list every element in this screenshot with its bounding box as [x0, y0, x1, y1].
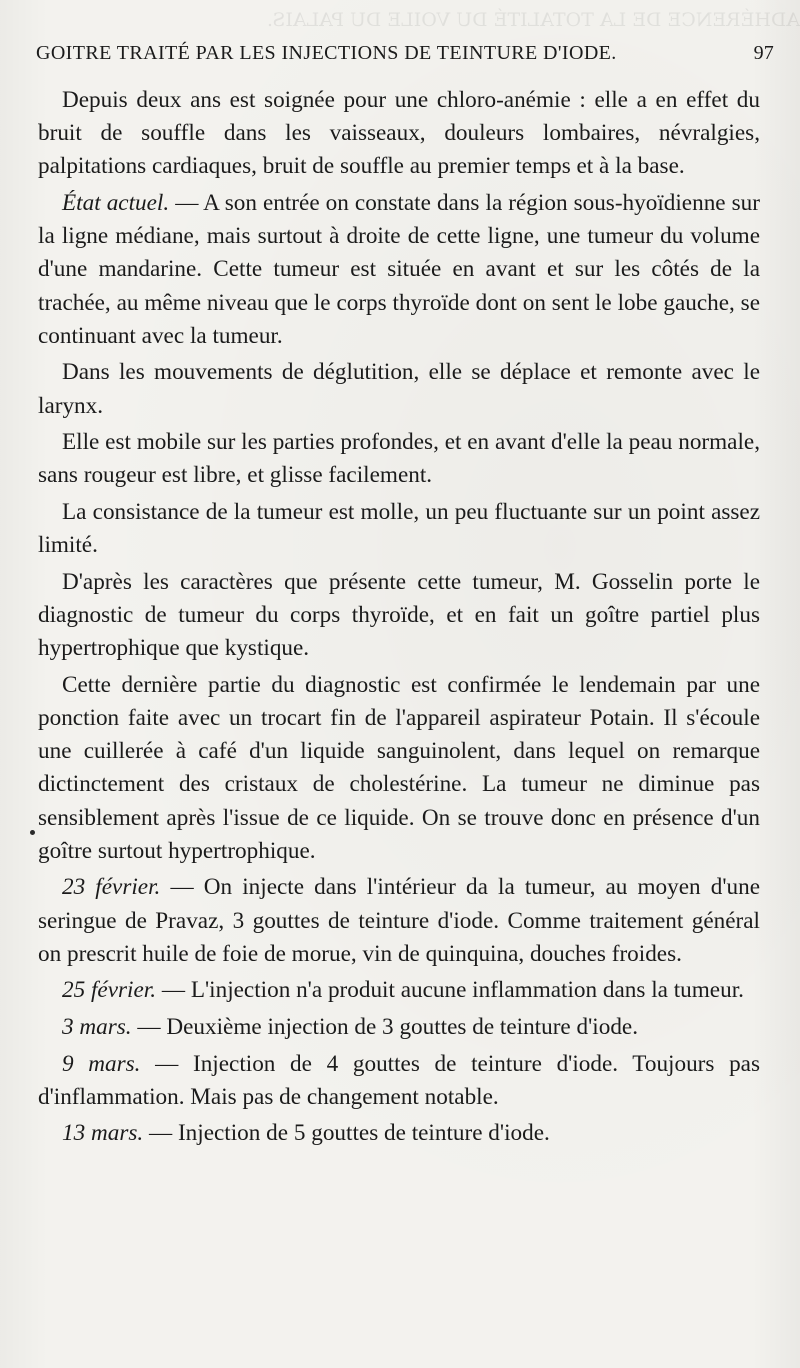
- paragraph: D'après les caractères que présente cette tumeur, M. Gosselin porte le diagnostic de tumeur du corps thyroïde, et en fait un goître partiel plus hypertrophique que kystique.: [38, 568, 760, 662]
- paragraph: Dans les mouvements de déglutition, elle se déplace et remonte avec le larynx.: [38, 359, 760, 419]
- paragraph: 3 mars. — Deuxième injection de 3 gouttes de teinture d'iode.: [62, 1014, 639, 1040]
- paragraph: 23 février. — On injecte dans l'intérieur da la tumeur, au moyen d'une seringue de Pravaz, 3 gouttes de teinture d'iode. Comme traitement général on prescrit huile de foie de morue, vin de quinquina, douches froides.: [38, 874, 760, 967]
- paragraph: Depuis deux ans est soignée pour une chloro-anémie : elle a en effet du bruit de souffle dans les vaisseaux, douleurs lombaires, névralgies, palpitations cardiaques, bruit de souffle au premier temps et à la base.: [38, 87, 760, 180]
- paragraph: La consistance de la tumeur est molle, un peu fluctuante sur un point assez limité.: [38, 499, 760, 559]
- paragraph-lead: 9 mars.: [62, 1050, 141, 1077]
- paragraph-lead: 13 mars.: [62, 1120, 144, 1147]
- paragraph: Elle est mobile sur les parties profondes, et en avant d'elle la peau normale, sans rougeur est libre, et glisse facilement.: [38, 429, 760, 489]
- paragraph-lead: État actuel.: [62, 190, 170, 216]
- paragraph: 13 mars. — Injection de 5 gouttes de teinture d'iode.: [62, 1120, 550, 1147]
- margin-dot: [30, 830, 35, 835]
- running-header: [36, 42, 776, 65]
- show-through-text: ADHÉRENCE DE LA TOTALITÉ DU VOILE DU PALAIS.: [266, 9, 800, 31]
- paragraph: État actuel. — A son entrée on constate dans la région sous-hyoïdienne sur la ligne médiane, mais surtout à droite de cette ligne, une tumeur du volume d'une mandarine. Cette tumeur est située en avant et sur les côtés de la trachée, au même niveau que le corps thyroïde dont on sent le lobe gauche, se continuant avec la tumeur.: [38, 190, 760, 349]
- paragraph-lead: 23 février.: [62, 874, 161, 901]
- paragraph: 9 mars. — Injection de 4 gouttes de teinture d'iode. Toujours pas d'inflammation. Mais pas de changement notable.: [38, 1050, 760, 1110]
- paragraph: 25 février. — L'injection n'a produit aucune inflammation dans la tumeur.: [62, 977, 744, 1004]
- body-text: [38, 84, 760, 1154]
- paragraph: Cette dernière partie du diagnostic est confirmée le lendemain par une ponction faite avec un trocart fin de l'appareil aspirateur Potain. Il s'écoule une cuillerée à café d'un liquide sanguinolent, dans lequel on remarque dictinctement des cristaux de cholestérine. La tumeur ne diminue pas sensiblement après l'issue de ce liquide. On se trouve donc en présence d'un goître surtout hypertrophique.: [38, 671, 760, 864]
- paragraph-lead: 25 février.: [62, 977, 157, 1004]
- running-title: GOITRE TRAITÉ PAR LES INJECTIONS DE TEINTURE D'IODE.: [36, 42, 617, 64]
- paragraph-lead: 3 mars.: [62, 1014, 132, 1040]
- page-number: 97: [753, 42, 774, 64]
